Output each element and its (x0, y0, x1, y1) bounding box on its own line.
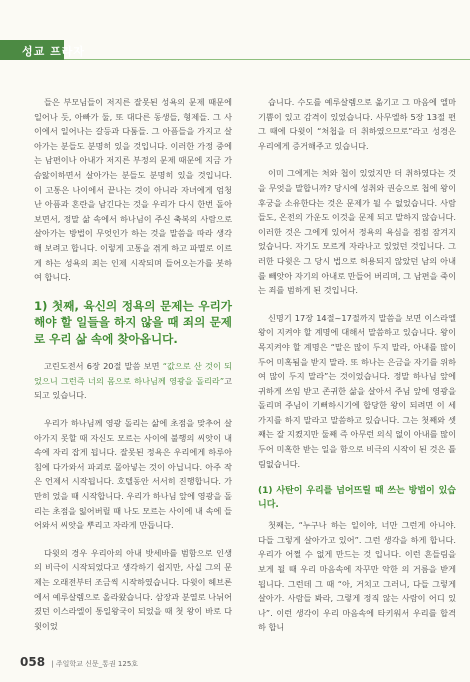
paragraph: 습니다. 수도를 예루살렘으로 옮기고 그 마음에 엘마기쁨이 있고 감격이 있었습니다. 사무엘하 5장 13절 편 그 때에 다윗이 “처첩을 더 취하였으므로”라고 성경은 우리에게 증거해주고 있습니다. (258, 97, 456, 151)
section-label: 성교 프라자 (22, 45, 85, 58)
paragraph: 들은 부모님들이 저지른 잘못된 성욕의 문제 때문에 일어나 듯, 아빠가 둘, 또 대다른 동생들, 형제들. 그 사이에서 일어나는 갈등과 다툼들. 그 아픔들을 가지고 살아가는 분들도 분명히 있을 것입니다. 이러한 가정 중에는 남편이나 아내가 저지른 부정의 문제 때문에 지금 가슴앓이하면서 살아가는 분들도 분명히 있을 것입니다. 이 고통은 나이에서 끝나는 것이 아니라 자녀에게 엄청난 아픔과 혼란을 남긴다는 것을 우리가 다시 한번 돌아보면서, 정말 삶 속에서 하나님이 주신 축복의 사람으로 살아가는 방법이 무엇인가 하는 것을 말씀을 따라 생각해 보려고 합니다. 이렇게 고통을 겪게 하고 파멸로 이르게 하는 성욕의 죄는 인제 시작되며 들어오는가를 봇하여 합니다. (34, 97, 232, 283)
text: 고린도전서 6장 20절 말씀 보면 (44, 361, 163, 372)
section-header (0, 40, 470, 60)
page-footer (20, 655, 138, 669)
text: 고 되고 있습니다. (34, 375, 232, 401)
paragraph-with-quote (34, 359, 232, 403)
paragraph: 첫째는, “누구나 하는 일이야, 너만 그런게 아니야. 다들 그렇게 살아가고 있어”. 그런 생각을 하게 합니다. 우리가 어쩔 수 없게 만드는 것 입니다. 이런 흔들림을 보게 될 때 우리 마음속에 자꾸만 악한 의 거름을 받게 됩니다. 그런데 그 때 “아, 거치고 그러니, 다들 그렇게 살아가. 사람들 봐라, 그렇게 정직 않는 사람이 어디 있나”. 이런 생각이 우리 마음속에 타키워서 우리를 합격하 합니 (258, 520, 456, 633)
left-column (34, 95, 232, 646)
scripture-quote: “값으로 산 것이 되었으니 그런즉 너의 몸으로 하나님께 영광을 돌리라” (34, 361, 232, 386)
subsection-heading: (1) 사탄이 우리를 넘어뜨릴 때 쓰는 방법이 있습니다. (258, 486, 456, 511)
paragraph: 다윗의 경우 우리아의 아내 밧세바를 범함으로 인생의 비극이 시작되었다고 생각하기 쉽지만, 사실 그의 문제는 오래전부터 조금씩 시작하였습니다. 다윗이 헤브론에서 예루살렘으로 올라왔습니다. 삼장과 분열로 나뉘어졌던 이스라엘이 통일왕국이 되었을 때 첫 왕이 바로 다윗이었 (34, 547, 232, 631)
paragraph: 우리가 하나님께 영광 돌리는 삶에 초점을 맞추어 살아가지 못할 때 자신도 모르는 사이에 불행의 씨앗이 내 속에 자리 잡게 됩니다. 잘못된 정욕은 우리에게 하루아침에 다가와서 파괴로 몰아넣는 것이 아닙니다. 아주 작은 언제서 시작됩니다. 호텔동안 서서히 진행합니다. 가만히 었을 때 시작합니다. 우리가 하나님 앞에 영광을 돌리는 초점을 잃어버릴 때 나도 모르는 사이에 내 속에 들어와서 씨앗을 뿌리고 자라게 만듭니다. (34, 418, 232, 531)
paragraph: 신명기 17장 14절~17절까지 말씀을 보면 이스라엘 왕이 지켜야 할 계명에 대해서 말씀하고 있습니다. 왕이 목지켜야 할 계명은 “말은 많이 두지 말라, 아내를 많이 두어 미혹됨을 받지 말라. 또 하나는 은금을 자기를 위하여 많이 두지 말라”는 것이었습니다. 정말 하나님 앞에 귀하게 쓰임 받고 존귀한 삶을 살아서 주님 앞에 영광을 돌리며 주님이 기뻐하시기에 합당한 왕이 되려면 이 세 가지를 하지 말라고 말씀하고 있습니다. 그는 첫째와 셋째는 잘 지켰지만 둘째 즉 아무런 의식 없이 아내를 많이 두어 미혹한 받는 일을 함으로 비극의 시작이 된 것은 틀림없습니다. (258, 312, 456, 469)
section-heading: 1) 첫째, 육신의 정욕의 문제는 우리가 해야 할 일들을 하지 않을 때 죄의 문제로 우리 삶 속에 찾아옵니다. (34, 298, 232, 346)
header-divider (64, 59, 470, 60)
publication-title: | 주일학교 신문_통권 125호 (51, 660, 139, 668)
paragraph: 이미 그에게는 처와 첩이 있었지만 더 취하였다는 것을 무엇을 말합니까? 당시에 성취와 권승으로 첩에 왕이 후궁을 소유한다는 것은 문제가 될 수 없었습니다. 사람들도, 온전의 가운도 이것을 문제 되고 말하지 않습니다. 이러한 것은 그에게 있어서 정욕의 욕심을 점점 잠겨지었습니다. 자기도 모르게 자라나고 있었던 것입니다. 그러한 다윗은 그 당시 법으로 허용되지 않았던 남의 아내를 빼앗아 자기의 아내로 만들어 버리며, 그 남편을 죽이는 죄를 범하게 된 것입니다. (258, 168, 456, 296)
right-column (258, 95, 456, 648)
page-number: 058 (20, 655, 46, 669)
